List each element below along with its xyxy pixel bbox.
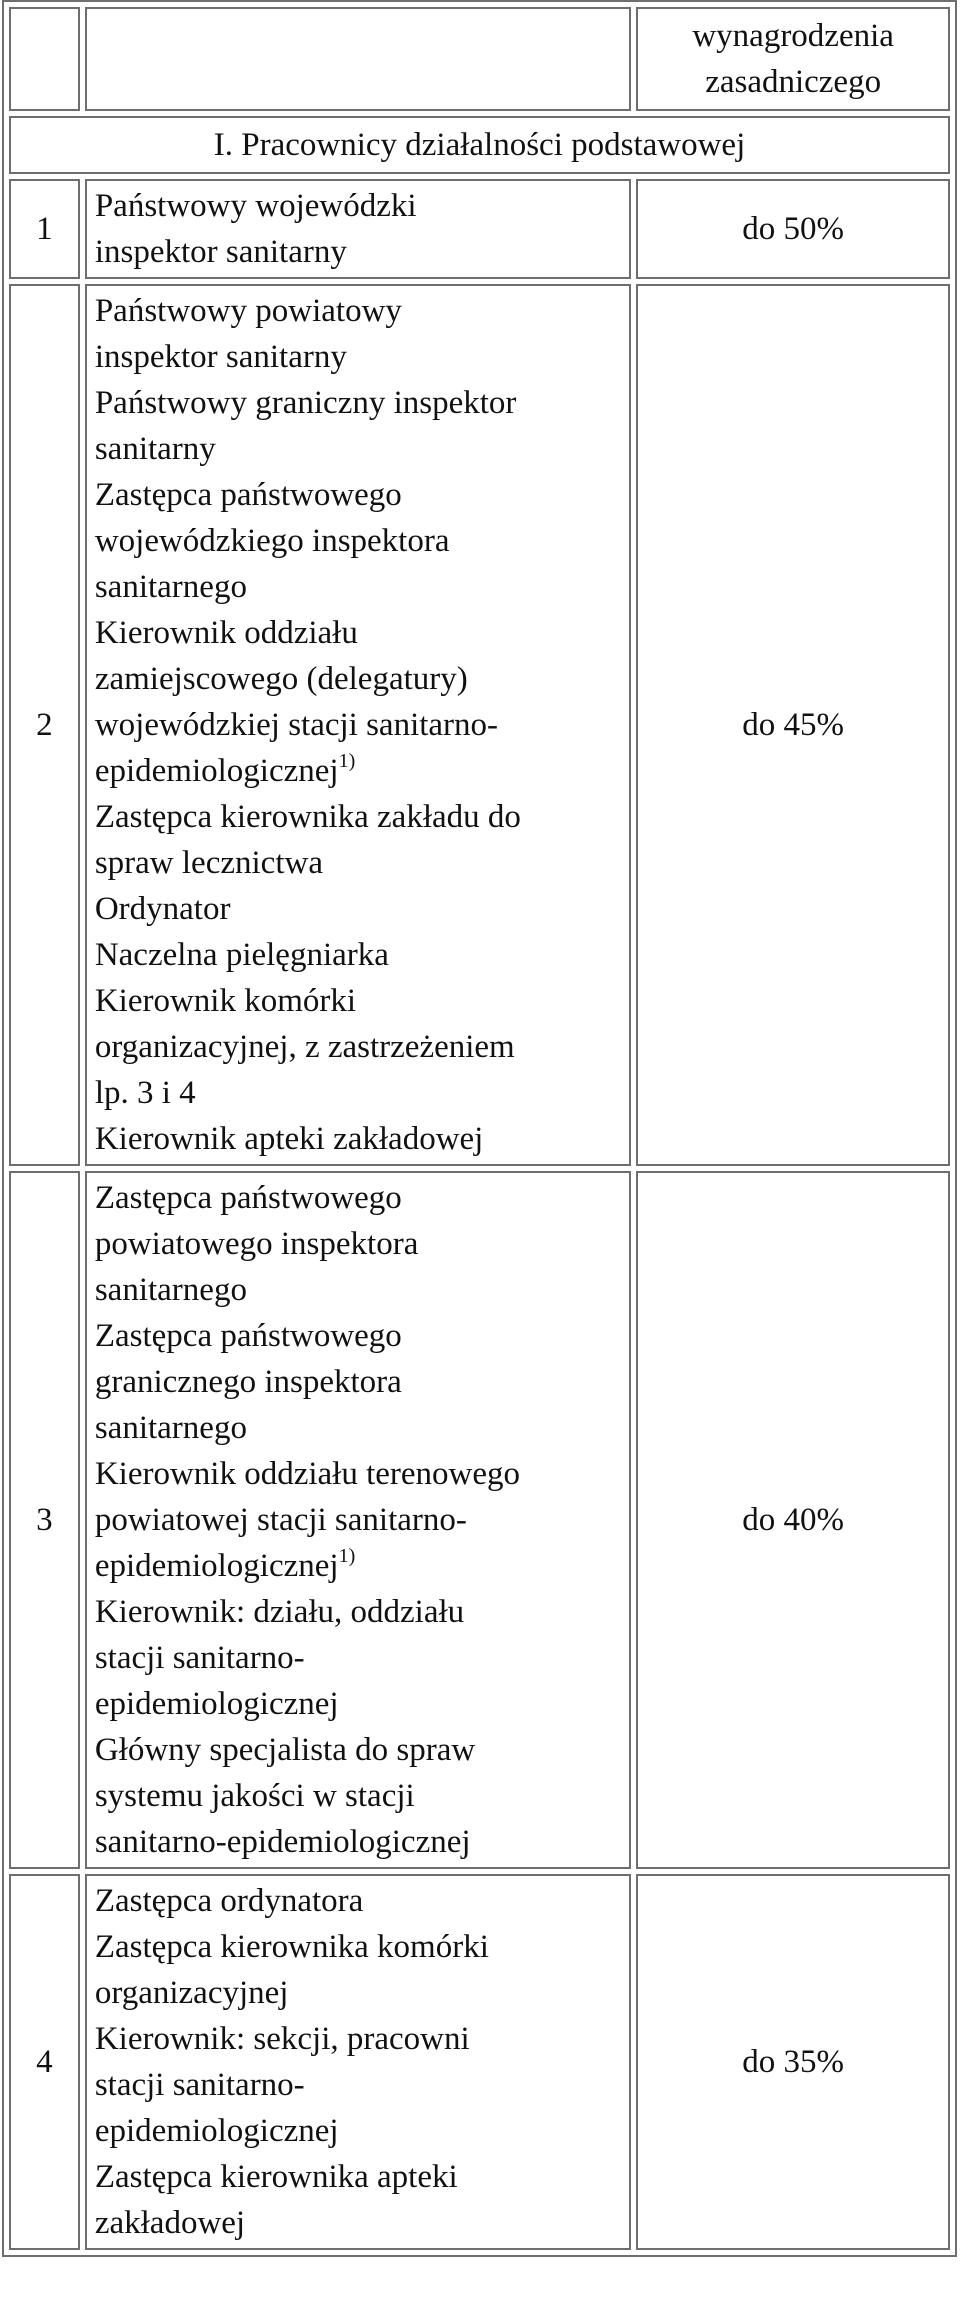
position-text: Zastępca kierownika zakładu do — [94, 799, 521, 835]
position-line — [95, 1359, 621, 1405]
position-line — [95, 1924, 621, 1970]
position-text: epidemiologicznej — [94, 2113, 339, 2149]
position-line — [95, 1070, 621, 1116]
position-line — [95, 748, 621, 794]
position-text: zakładowej — [94, 2205, 246, 2241]
header-dodatek-line: wynagrodzenia — [692, 18, 894, 54]
position-text: Główny specjalista do spraw — [94, 1732, 476, 1768]
position-line — [95, 978, 621, 1024]
position-text: sanitarnego — [94, 1272, 247, 1308]
position-line — [95, 564, 621, 610]
position-text: Kierownik oddziału terenowego — [94, 1456, 521, 1492]
table-row — [9, 1874, 950, 2250]
position-line — [95, 1221, 621, 1267]
position-text: Zastępca państwowego — [94, 477, 402, 513]
position-line — [95, 183, 621, 229]
position-line — [95, 1313, 621, 1359]
position-text: sanitarnego — [94, 1410, 247, 1446]
position-line — [95, 288, 621, 334]
row-number: 3 — [9, 1171, 80, 1869]
position-line — [95, 229, 621, 275]
allowance-table — [2, 0, 957, 2257]
position-text: inspektor sanitarny — [94, 234, 347, 270]
position-line — [95, 1878, 621, 1924]
position-text: epidemiologicznej — [94, 1686, 339, 1722]
position-line — [95, 2154, 621, 2200]
table-body — [9, 7, 950, 2250]
position-text: Państwowy graniczny inspektor — [94, 385, 517, 421]
row-number: 2 — [9, 284, 80, 1166]
position-text: Kierownik: działu, oddziału — [94, 1594, 465, 1630]
allowance-percent: do 45% — [636, 284, 950, 1166]
position-text: Ordynator — [94, 891, 231, 927]
position-text: Zastępca kierownika komórki — [94, 1929, 489, 1965]
position-line — [95, 1773, 621, 1819]
header-cell-dodatek — [636, 7, 950, 111]
header-row — [9, 7, 950, 111]
footnote-marker: 1) — [338, 750, 356, 772]
position-line — [95, 1589, 621, 1635]
position-list — [85, 1171, 631, 1869]
position-line — [95, 1727, 621, 1773]
position-text: Zastępca państwowego — [94, 1180, 402, 1216]
position-line — [95, 380, 621, 426]
position-text: Zastępca ordynatora — [94, 1883, 364, 1919]
position-text: inspektor sanitarny — [94, 339, 347, 375]
position-line — [95, 610, 621, 656]
position-line — [95, 1635, 621, 1681]
position-text: wojewódzkiej stacji sanitarno- — [94, 707, 499, 743]
position-text: Kierownik: sekcji, pracowni — [94, 2021, 470, 2057]
document-page — [2, 0, 957, 2257]
position-text: sanitarno-epidemiologicznej — [94, 1824, 471, 1860]
position-line — [95, 1116, 621, 1162]
position-line — [95, 702, 621, 748]
position-line — [95, 656, 621, 702]
position-text: lp. 3 i 4 — [94, 1075, 196, 1111]
position-line — [95, 2016, 621, 2062]
position-line — [95, 1543, 621, 1589]
position-list — [85, 1874, 631, 2250]
position-list — [85, 284, 631, 1166]
position-text: organizacyjnej, z zastrzeżeniem — [94, 1029, 515, 1065]
position-text: epidemiologicznej — [94, 753, 339, 789]
position-text: organizacyjnej — [94, 1975, 289, 2011]
position-text: sanitarny — [94, 431, 216, 467]
position-text: Naczelna pielęgniarka — [94, 937, 389, 973]
position-line — [95, 1819, 621, 1865]
position-line — [95, 886, 621, 932]
position-line — [95, 1497, 621, 1543]
position-line — [95, 1970, 621, 2016]
row-number: 1 — [9, 179, 80, 279]
position-line — [95, 840, 621, 886]
header-dodatek-line: zasadniczego — [705, 64, 882, 100]
position-text: spraw lecznictwa — [94, 845, 323, 881]
position-text: sanitarnego — [94, 569, 247, 605]
position-text: powiatowego inspektora — [94, 1226, 419, 1262]
position-line — [95, 1405, 621, 1451]
position-list — [85, 179, 631, 279]
section-title: I. Pracownicy działalności podstawowej — [9, 116, 950, 174]
position-line — [95, 932, 621, 978]
position-line — [95, 1267, 621, 1313]
position-text: systemu jakości w stacji — [94, 1778, 415, 1814]
position-text: zamiejscowego (delegatury) — [94, 661, 468, 697]
position-text: stacji sanitarno- — [94, 1640, 305, 1676]
position-line — [95, 794, 621, 840]
allowance-percent: do 35% — [636, 1874, 950, 2250]
header-cell-stanowisko — [85, 7, 631, 111]
position-line — [95, 472, 621, 518]
allowance-percent: do 50% — [636, 179, 950, 279]
position-line — [95, 1451, 621, 1497]
position-text: Państwowy wojewódzki — [94, 188, 417, 224]
position-text: Kierownik komórki — [94, 983, 357, 1019]
position-text: Kierownik apteki zakładowej — [94, 1121, 484, 1157]
table-row — [9, 179, 950, 279]
position-text: wojewódzkiego inspektora — [94, 523, 450, 559]
table-row — [9, 1171, 950, 1869]
position-line — [95, 2108, 621, 2154]
position-text: Kierownik oddziału — [94, 615, 358, 651]
position-line — [95, 518, 621, 564]
position-text: Zastępca kierownika apteki — [94, 2159, 458, 2195]
position-line — [95, 1175, 621, 1221]
position-line — [95, 1681, 621, 1727]
footnote-marker: 1) — [338, 1545, 356, 1567]
position-line — [95, 2200, 621, 2246]
position-text: Państwowy powiatowy — [94, 293, 402, 329]
row-number: 4 — [9, 1874, 80, 2250]
position-line — [95, 2062, 621, 2108]
table-row — [9, 284, 950, 1166]
position-text: stacji sanitarno- — [94, 2067, 305, 2103]
position-text: granicznego inspektora — [94, 1364, 402, 1400]
section-row — [9, 116, 950, 174]
position-text: powiatowej stacji sanitarno- — [94, 1502, 467, 1538]
position-text: Zastępca państwowego — [94, 1318, 402, 1354]
allowance-percent: do 40% — [636, 1171, 950, 1869]
position-text: epidemiologicznej — [94, 1548, 339, 1584]
position-line — [95, 426, 621, 472]
header-cell-lp — [9, 7, 80, 111]
position-line — [95, 334, 621, 380]
position-line — [95, 1024, 621, 1070]
